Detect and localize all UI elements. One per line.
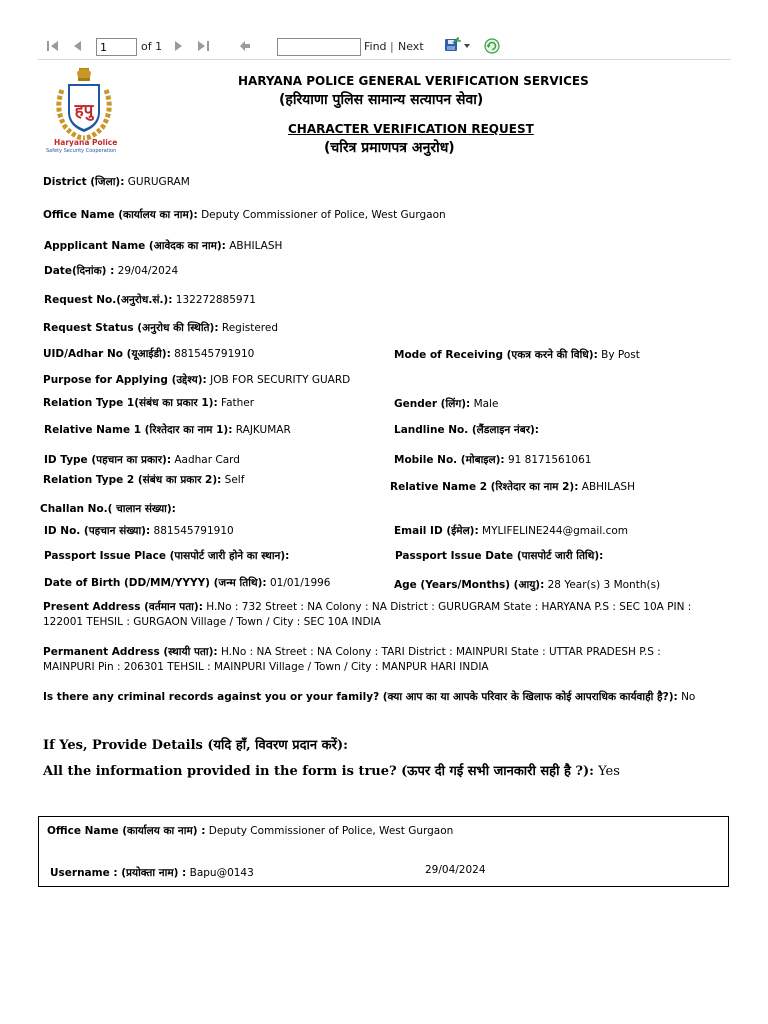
mode-value: By Post [601,349,640,361]
purpose-label: Purpose for Applying (उद्देश्य): [43,374,207,386]
field-applicant-name [44,239,282,253]
field-email [394,524,628,538]
field-uid [43,347,254,361]
logo-tagline: Safety Security Cooperation [46,148,117,154]
office-name-value: Deputy Commissioner of Police, West Gurgaon [201,209,446,221]
applicant-name-value: ABHILASH [229,240,283,252]
field-id-type [44,453,240,467]
field-criminal-records [43,690,723,705]
field-request-status [43,321,278,335]
field-relative-name-1 [44,423,291,437]
page-subtitle: CHARACTER VERIFICATION REQUEST [288,122,534,136]
footer-office-value: Deputy Commissioner of Police, West Gurgaon [208,825,454,837]
id-type-value: Aadhar Card [174,454,240,466]
logo-title: Haryana Police [54,138,118,147]
page-title: HARYANA POLICE GENERAL VERIFICATION SERVICES [238,74,589,88]
id-no-label: ID No. (पहचान संख्या): [44,525,151,537]
field-gender [394,397,498,411]
find-input[interactable] [277,38,361,56]
date-label: Date(दिनांक) : [44,265,115,277]
date-value: 29/04/2024 [117,265,179,277]
landline-label: Landline No. (लैंडलाइन नंबर): [394,424,539,436]
id-no-value: 881545791910 [153,525,234,537]
footer-username-label: Username : (प्रयोक्ता नाम) : [50,867,187,879]
relative-name-1-value: RAJKUMAR [235,424,291,436]
field-landline [394,423,539,437]
field-id-no [44,524,234,538]
age-value: 28 Year(s) 3 Month(s) [547,579,661,591]
permanent-address-value: H.No : NA Street : NA Colony : TARI District : MAINPURI State : UTTAR PRADESH P.S : MAINPURI Pin : 206301 TEHSIL : MAINPURI Village / Town / City : MANPUR HARI INDIA [43,646,661,673]
page-number-input[interactable] [96,38,137,56]
request-no-label: Request No.(अनुरोध.सं.): [44,294,173,306]
applicant-name-label: Appplicant Name (आवेदक का नाम): [44,240,226,252]
field-relative-name-2 [390,480,635,494]
field-office-name [43,208,446,222]
field-request-no [44,293,256,307]
field-challan-no [40,502,176,516]
mobile-value: 91 8171561061 [507,454,592,466]
request-no-value: 132272885971 [175,294,256,306]
relation-type-2-value: Self [224,474,245,486]
purpose-value: JOB FOR SECURITY GUARD [210,374,351,386]
find-separator: | [390,40,394,53]
district-label: District (जिला): [43,176,125,188]
refresh-icon[interactable] [484,38,500,54]
footer-date: 29/04/2024 [425,864,486,876]
office-name-label: Office Name (कार्यालय का नाम): [43,209,198,221]
district-value: GURUGRAM [127,176,190,188]
gender-value: Male [473,398,499,410]
toolbar-divider [38,59,731,60]
field-purpose [43,373,350,387]
if-yes-label: If Yes, Provide Details (यदि हाँ, विवरण प्रदान करें): [43,738,348,753]
field-if-yes-details [43,735,348,753]
dob-value: 01/01/1996 [269,577,331,589]
request-status-label: Request Status (अनुरोध की स्थिति): [43,322,219,334]
footer-office-label: Office Name (कार्यालय का नाम) : [47,825,206,837]
svg-text:हपु: हपु [74,101,94,121]
info-true-value: Yes [598,764,620,779]
relation-type-1-value: Father [221,397,255,409]
next-link[interactable]: Next [398,40,424,53]
page-subtitle-hindi: (चरित्र प्रमाणपत्र अनुरोध) [324,140,455,156]
passport-place-label: Passport Issue Place (पासपोर्ट जारी होने का स्थान): [44,550,290,562]
uid-value: 881545791910 [174,348,255,360]
field-passport-issue-place [44,549,289,563]
relative-name-2-value: ABHILASH [581,481,635,493]
field-info-true [43,761,620,779]
footer-username-value: Bapu@0143 [189,867,254,879]
present-address-value: H.No : 732 Street : NA Colony : NA District : GURUGRAM State : HARYANA P.S : SEC 10A PIN : 122001 TEHSIL : GURGAON Village / Town / City : SEC 10A INDIA [43,601,692,628]
police-emblem-icon [44,66,124,144]
mode-label: Mode of Receiving (एकत्र करने की विधि): [394,349,598,361]
field-mode-of-receiving [394,348,640,362]
field-relation-type-2 [43,473,244,487]
email-label: Email ID (ईमेल): [394,525,479,537]
previous-page-icon[interactable] [72,40,84,52]
last-page-icon[interactable] [196,40,210,52]
relative-name-2-label: Relative Name 2 (रिश्तेदार का नाम 2): [390,481,579,493]
age-label: Age (Years/Months) (आयु): [394,579,545,591]
field-permanent-address [43,645,683,675]
field-district [43,175,190,189]
footer-username [50,866,254,880]
page-count-label: of 1 [141,40,163,53]
next-page-icon[interactable] [172,40,184,52]
gender-label: Gender (लिंग): [394,398,471,410]
page-title-hindi: (हरियाणा पुलिस सामान्य सत्यापन सेवा) [279,92,484,108]
field-mobile [394,453,591,467]
footer-box [38,816,729,887]
export-icon[interactable] [444,37,472,53]
request-status-value: Registered [221,322,278,334]
relation-type-2-label: Relation Type 2 (संबंध का प्रकार 2): [43,474,222,486]
field-relation-type-1 [43,396,254,410]
field-present-address [43,600,703,630]
find-link[interactable]: Find [364,40,387,53]
challan-no-label: Challan No.( चालान संख्या): [40,503,176,515]
uid-label: UID/Adhar No (यूआईडी): [43,348,171,360]
dob-label: Date of Birth (DD/MM/YYYY) (जन्म तिथि): [44,577,267,589]
email-value: MYLIFELINE244@gmail.com [482,525,629,537]
back-icon[interactable] [239,40,251,52]
field-date [44,264,178,278]
passport-date-label: Passport Issue Date (पासपोर्ट जारी तिथि): [395,550,604,562]
haryana-police-logo [44,66,124,154]
field-date-of-birth [44,576,331,590]
present-address-label: Present Address (वर्तमान पता): [43,601,203,613]
first-page-icon[interactable] [46,40,60,52]
info-true-label: All the information provided in the form is true? (ऊपर दी गई सभी जानकारी सही है ?): [43,764,594,779]
permanent-address-label: Permanent Address (स्थायी पता): [43,646,218,658]
relation-type-1-label: Relation Type 1(संबंध का प्रकार 1): [43,397,218,409]
mobile-label: Mobile No. (मोबाइल): [394,454,505,466]
field-age [394,578,660,592]
footer-office-name [47,824,453,838]
relative-name-1-label: Relative Name 1 (रिश्तेदार का नाम 1): [44,424,233,436]
criminal-records-value: No [681,691,696,703]
field-passport-issue-date [395,549,603,563]
id-type-label: ID Type (पहचान का प्रकार): [44,454,172,466]
criminal-records-label: Is there any criminal records against you or your family? (क्या आप का या आपके परिवार के खिलाफ कोई आपराधिक कार्यवाही है?): [43,691,678,703]
